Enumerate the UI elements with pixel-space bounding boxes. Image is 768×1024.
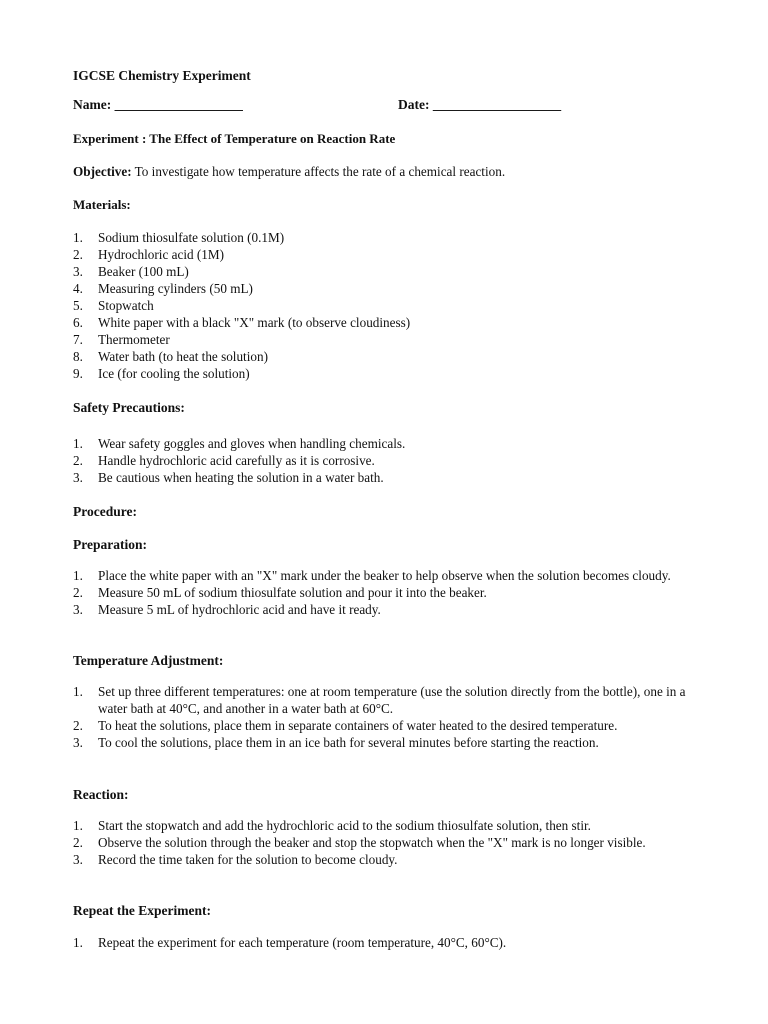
list-item-text: Thermometer (98, 332, 170, 347)
list-item-number: 9. (73, 366, 83, 381)
list-item (73, 246, 703, 263)
list-item (73, 314, 703, 331)
list-item (73, 280, 703, 297)
objective-text: To investigate how temperature affects the rate of a chemical reaction. (131, 164, 506, 179)
list-item-number: 4. (73, 281, 83, 296)
list-item-number: 3. (73, 470, 83, 485)
list-item-number: 1. (73, 230, 83, 245)
list-item-text: Repeat the experiment for each temperature (room temperature, 40°C, 60°C). (98, 935, 507, 950)
list-item-text: Set up three different temperatures: one at room temperature (use the solution directly from the bottle), one in a water bath at 40°C, and another in a water bath at 60°C. (98, 684, 686, 716)
preparation-list (73, 567, 703, 618)
list-item-text: Handle hydrochloric acid carefully as it is corrosive. (98, 453, 375, 468)
list-item (73, 834, 703, 851)
list-item-text: White paper with a black "X" mark (to observe cloudiness) (98, 315, 411, 330)
list-item (73, 717, 703, 734)
repeat-list (73, 934, 703, 951)
document-title: IGCSE Chemistry Experiment (73, 68, 251, 83)
list-item-number: 7. (73, 332, 83, 347)
list-item-text: Water bath (to heat the solution) (98, 349, 268, 364)
list-item (73, 435, 703, 452)
list-item (73, 734, 703, 751)
list-item (73, 683, 703, 717)
list-item (73, 297, 703, 314)
list-item-number: 5. (73, 298, 83, 313)
list-item-number: 2. (73, 835, 83, 850)
list-item-number: 2. (73, 247, 83, 262)
list-item-number: 8. (73, 349, 83, 364)
list-item-text: Sodium thiosulfate solution (0.1M) (98, 230, 285, 245)
objective-line (73, 163, 505, 180)
temperature-list (73, 683, 703, 751)
list-item-number: 1. (73, 818, 83, 833)
list-item-number: 2. (73, 453, 83, 468)
list-item-number: 3. (73, 852, 83, 867)
safety-heading: Safety Precautions: (73, 400, 185, 415)
list-item-text: Ice (for cooling the solution) (98, 366, 250, 381)
list-item-text: Beaker (100 mL) (98, 264, 189, 279)
list-item-number: 6. (73, 315, 83, 330)
list-item-text: Observe the solution through the beaker and stop the stopwatch when the "X" mark is no longer visible. (98, 835, 646, 850)
list-item-number: 3. (73, 735, 83, 750)
list-item (73, 365, 703, 382)
list-item-number: 1. (73, 684, 83, 699)
list-item-text: Measure 50 mL of sodium thiosulfate solution and pour it into the beaker. (98, 585, 487, 600)
list-item (73, 331, 703, 348)
list-item (73, 567, 703, 584)
list-item-number: 1. (73, 436, 83, 451)
list-item-number: 1. (73, 568, 83, 583)
list-item-text: Start the stopwatch and add the hydrochloric acid to the sodium thiosulfate solution, then stir. (98, 818, 591, 833)
safety-list (73, 435, 703, 486)
date-field (398, 96, 561, 113)
materials-list (73, 229, 703, 382)
list-item-text: Wear safety goggles and gloves when handling chemicals. (98, 436, 406, 451)
list-item (73, 348, 703, 365)
procedure-heading: Procedure: (73, 504, 137, 519)
list-item-text: To cool the solutions, place them in an ice bath for several minutes before starting the reaction. (98, 735, 599, 750)
name-label: Name: (73, 97, 112, 112)
list-item (73, 584, 703, 601)
list-item-number: 1. (73, 935, 83, 950)
list-item-text: Measuring cylinders (50 mL) (98, 281, 253, 296)
name-blank: ___________________ (114, 97, 243, 112)
objective-label: Objective: (73, 164, 132, 179)
name-field (73, 96, 243, 113)
list-item (73, 851, 703, 868)
repeat-heading: Repeat the Experiment: (73, 903, 211, 918)
experiment-title: Experiment : The Effect of Temperature on Reaction Rate (73, 131, 396, 146)
list-item-number: 3. (73, 602, 83, 617)
list-item (73, 817, 703, 834)
list-item-number: 2. (73, 718, 83, 733)
list-item-text: Hydrochloric acid (1M) (98, 247, 224, 262)
list-item-text: Record the time taken for the solution to become cloudy. (98, 852, 398, 867)
list-item-number: 3. (73, 264, 83, 279)
materials-heading: Materials: (73, 197, 131, 212)
list-item-text: Measure 5 mL of hydrochloric acid and have it ready. (98, 602, 381, 617)
date-blank: ___________________ (432, 97, 562, 112)
reaction-heading: Reaction: (73, 787, 129, 802)
list-item (73, 229, 703, 246)
list-item-text: Place the white paper with an "X" mark under the beaker to help observe when the solution becomes cloudy. (98, 568, 671, 583)
list-item-text: Stopwatch (98, 298, 154, 313)
list-item (73, 469, 703, 486)
list-item-text: Be cautious when heating the solution in a water bath. (98, 470, 384, 485)
date-label: Date: (398, 97, 430, 112)
reaction-list (73, 817, 703, 868)
list-item (73, 601, 703, 618)
list-item (73, 452, 703, 469)
temperature-heading: Temperature Adjustment: (73, 653, 224, 668)
list-item (73, 934, 703, 951)
list-item (73, 263, 703, 280)
preparation-heading: Preparation: (73, 537, 147, 552)
list-item-number: 2. (73, 585, 83, 600)
list-item-text: To heat the solutions, place them in separate containers of water heated to the desired temperature. (98, 718, 618, 733)
